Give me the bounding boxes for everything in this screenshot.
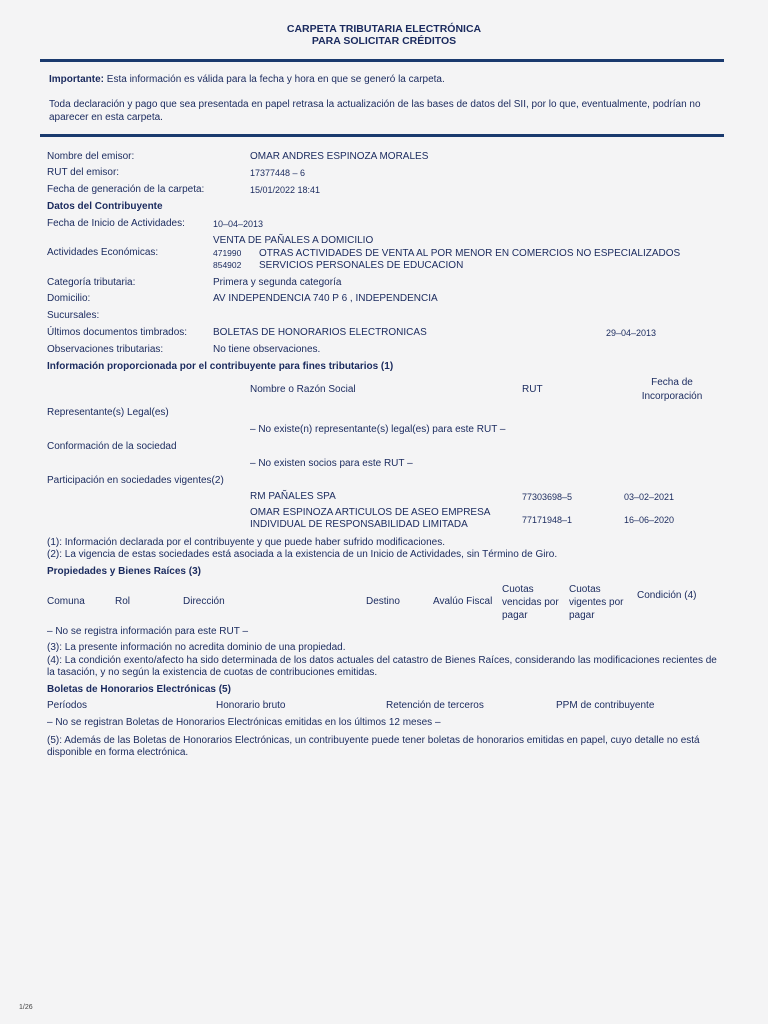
- activity-desc: SERVICIOS PERSONALES DE EDUCACION: [259, 260, 464, 271]
- activity-desc: OTRAS ACTIVIDADES DE VENTA AL POR MENOR EN COMERCIOS NO ESPECIALIZADOS: [259, 248, 681, 259]
- document-title: CARPETA TRIBUTARIA ELECTRÓNICA: [286, 23, 482, 35]
- address-label: Domicilio:: [47, 293, 91, 304]
- legal-rep-none: – No existe(n) representante(s) legal(es) para este RUT –: [250, 424, 506, 435]
- important-text: Esta información es válida para la fecha y hora en que se generó la carpeta.: [104, 74, 445, 85]
- participation-date: 03–02–2021: [624, 492, 675, 502]
- category-label: Categoría tributaria:: [47, 277, 136, 288]
- activity-item: [213, 259, 463, 272]
- emitter-name-value: OMAR ANDRES ESPINOZA MORALES: [250, 151, 429, 162]
- activities-label: Actividades Económicas:: [47, 247, 159, 258]
- col-periodos: Períodos: [47, 700, 88, 711]
- col-direccion: Dirección: [183, 596, 225, 607]
- note-1: (1): Información declarada por el contribuyente y que puede haber sufrido modificaciones.: [47, 537, 446, 548]
- start-date-value: 10–04–2013: [213, 219, 264, 229]
- documents-date: 29–04–2013: [606, 328, 657, 338]
- notice-divider: [40, 134, 724, 137]
- col-ppm: PPM de contribuyente: [556, 700, 655, 711]
- note-5: (5): Además de las Boletas de Honorarios Electrónicas, un contribuyente puede tener boletas de honorarios emitidas en papel, cuyo detalle no está disponible en forma electrónica.: [47, 735, 700, 758]
- note-4: (4): La condición exento/afecto ha sido determinada de los datos actuales del catastro de Bienes Raíces, considerando las modificaciones recientes de la tasación, y no según la existencia de cuotas de contribuciones emitidas.: [47, 655, 717, 678]
- participation-rut: 77303698–5: [522, 492, 573, 502]
- col-avaluo: Avalúo Fiscal: [433, 596, 493, 607]
- col-retencion: Retención de terceros: [386, 700, 484, 711]
- fees-heading: Boletas de Honorarios Electrónicas (5): [47, 684, 231, 695]
- document-subtitle: PARA SOLICITAR CRÉDITOS: [311, 35, 457, 47]
- properties-heading: Propiedades y Bienes Raíces (3): [47, 566, 201, 577]
- legal-rep-label: Representante(s) Legal(es): [47, 407, 169, 418]
- category-value: Primera y segunda categoría: [213, 277, 342, 288]
- documents-value: BOLETAS DE HONORARIOS ELECTRONICAS: [213, 327, 427, 338]
- important-notice: [49, 74, 445, 86]
- info-heading: Información proporcionada por el contribuyente para fines tributarios (1): [47, 361, 394, 372]
- page-number: 1/26: [19, 1004, 33, 1011]
- note-2: (2): La vigencia de estas sociedades está asociada a la existencia de un Inicio de Actividades, sin Término de Giro.: [47, 549, 558, 560]
- generation-date-value: 15/01/2022 18:41: [250, 185, 321, 195]
- col-date-header-line1: Fecha de: [651, 377, 693, 388]
- branches-label: Sucursales:: [47, 310, 100, 321]
- col-date-header-line2: Incorporación: [641, 391, 703, 402]
- fees-none: – No se registran Boletas de Honorarios Electrónicas emitidas en los últimos 12 meses –: [47, 717, 441, 728]
- col-rut-header: RUT: [522, 384, 543, 395]
- generation-date-label: Fecha de generación de la carpeta:: [47, 184, 205, 195]
- activity-item: [213, 235, 373, 247]
- participation-name: RM PAÑALES SPA: [250, 491, 336, 502]
- col-cuotas-vigentes: Cuotas vigentes por pagar: [569, 584, 624, 621]
- emitter-rut-value: 17377448 – 6: [250, 168, 306, 178]
- col-name-header: Nombre o Razón Social: [250, 384, 356, 395]
- participation-date: 16–06–2020: [624, 515, 675, 525]
- address-value: AV INDEPENDENCIA 740 P 6 , INDEPENDENCIA: [213, 293, 438, 304]
- col-destino: Destino: [366, 596, 400, 607]
- col-rol: Rol: [115, 596, 131, 607]
- col-date-header: [632, 377, 712, 403]
- emitter-rut-label: RUT del emisor:: [47, 167, 120, 178]
- notice-paragraph: Toda declaración y pago que sea presentada en papel retrasa la actualización de las bases de datos del SII, por lo que, eventualmente, podrían no aparecer en esta carpeta.: [49, 99, 701, 123]
- col-comuna: Comuna: [47, 596, 85, 607]
- col-honorario-bruto: Honorario bruto: [216, 700, 286, 711]
- start-date-label: Fecha de Inicio de Actividades:: [47, 218, 185, 229]
- properties-none: – No se registra información para este RUT –: [47, 626, 249, 637]
- top-divider: [40, 59, 724, 62]
- documents-label: Últimos documentos timbrados:: [47, 327, 188, 338]
- society-none: – No existen socios para este RUT –: [250, 458, 413, 469]
- activity-code: 471990: [213, 248, 242, 258]
- society-label: Conformación de la sociedad: [47, 441, 177, 452]
- important-label: Importante:: [49, 74, 104, 85]
- participation-name: OMAR ESPINOZA ARTICULOS DE ASEO EMPRESA INDIVIDUAL DE RESPONSABILIDAD LIMITADA: [250, 507, 490, 530]
- participation-label: Participación en sociedades vigentes(2): [47, 475, 224, 486]
- taxpayer-heading: Datos del Contribuyente: [47, 201, 163, 212]
- note-3: (3): La presente información no acredita dominio de una propiedad.: [47, 642, 346, 653]
- col-condicion: Condición (4): [637, 590, 697, 601]
- col-cuotas-vencidas: Cuotas vencidas por pagar: [502, 584, 559, 621]
- observations-label: Observaciones tributarias:: [47, 344, 164, 355]
- activity-desc: VENTA DE PAÑALES A DOMICILIO: [213, 235, 374, 246]
- participation-rut: 77171948–1: [522, 515, 573, 525]
- observations-value: No tiene observaciones.: [213, 344, 321, 355]
- emitter-name-label: Nombre del emisor:: [47, 151, 135, 162]
- activity-code: 854902: [213, 260, 242, 270]
